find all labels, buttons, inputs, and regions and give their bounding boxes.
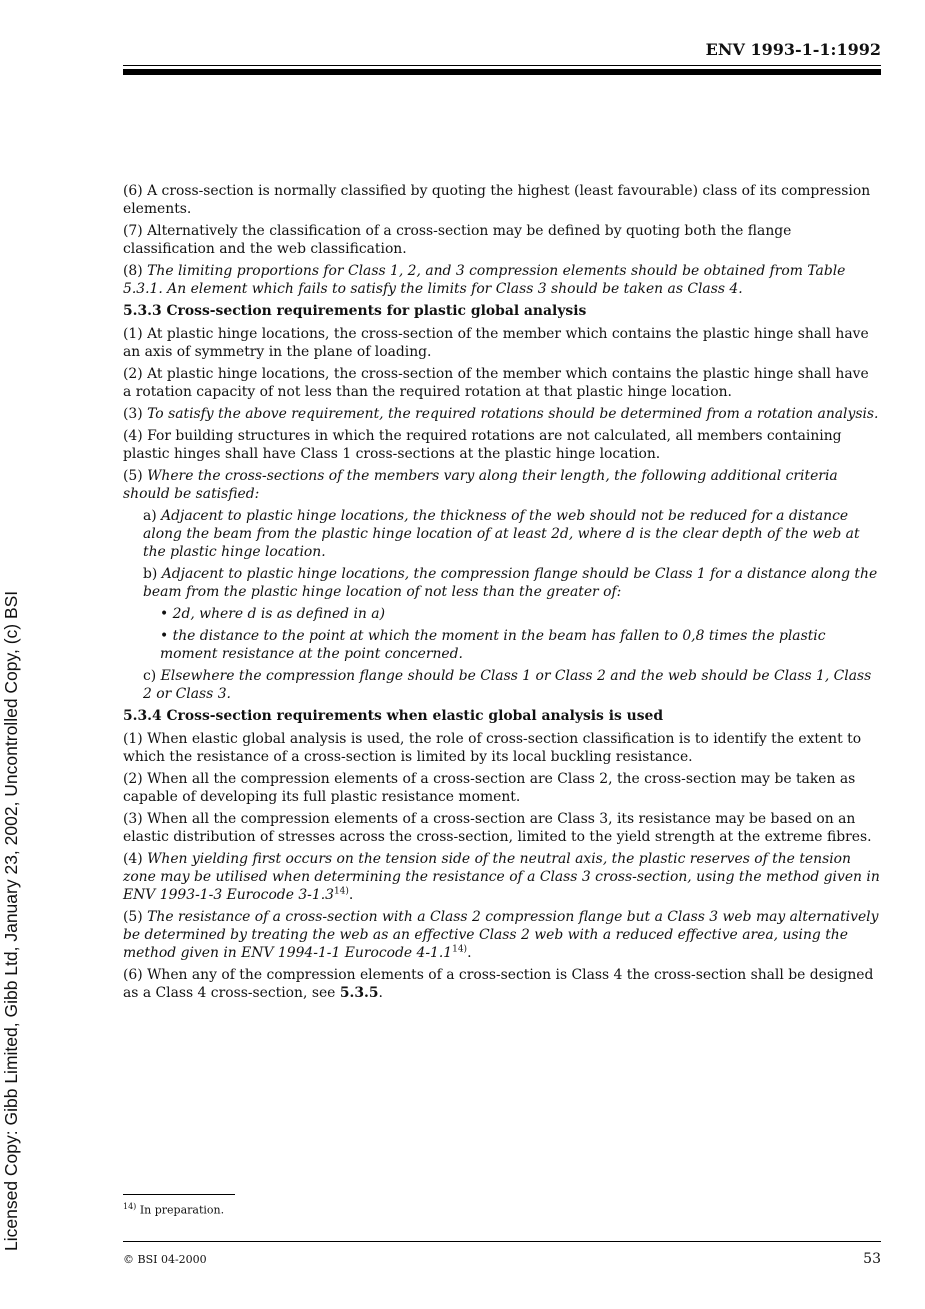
- footnote-rule: [123, 1194, 235, 1195]
- license-watermark: Licensed Copy: Gibb Limited, Gibb Ltd, January 23, 2002, Uncontrolled Copy, (c) BSI: [1, 590, 21, 1251]
- list-label: b): [143, 566, 158, 582]
- paragraph-533-3: [123, 405, 880, 423]
- paragraph-534-5: (5) The resistance of a cross-section with a Class 2 compression flange but a Class 3 web may alternatively be determined by treating the web as an effective Class 2 web with a reduced effective area, using the method given in ENV 1994-1-1 Eurocode 4-1.1$^{14)}$.: [123, 909, 879, 961]
- list-item-b: [143, 565, 880, 601]
- list-item-a: [143, 507, 880, 561]
- list-label: a): [143, 508, 157, 524]
- bullet-item: [160, 605, 880, 623]
- list-text: Elsewhere the compression flange should be Class 1 or Class 2 and the web should be Class 1, Class 2 or Class 3.: [143, 668, 872, 702]
- list-label: c): [143, 668, 157, 684]
- list-text: Adjacent to plastic hinge locations, the thickness of the web should not be reduced for a distance along the beam from the plastic hinge location of at least 2d, where d is the clear depth of the web at the plastic hinge location.: [143, 508, 860, 560]
- footer-rule: [123, 1241, 881, 1242]
- paragraph-text: The resistance of a cross-section with a Class 2 compression flange but a Class 3 web may alternatively be determined by treating the web as an effective Class 2 web with a reduced effective area, using the method given in ENV 1994-1-1 Eurocode 4-1.1: [123, 909, 879, 961]
- paragraph-number: (4): [123, 851, 143, 867]
- footnote-ref: 14): [333, 886, 349, 897]
- paragraph-534-6: (6) When any of the compression elements of a cross-section is Class 4 the cross-section shall be designed as a Class 4 cross-section, see 5.3.5.: [123, 967, 874, 1001]
- document-code: ENV 1993-1-1:1992: [705, 40, 881, 59]
- paragraph-number: (3): [123, 406, 143, 422]
- paragraph-534-2: (2) When all the compression elements of a cross-section are Class 2, the cross-section may be taken as capable of developing its full plastic resistance moment.: [123, 771, 856, 805]
- footnote-text: In preparation.: [139, 1203, 225, 1217]
- header-rule-thick: [123, 69, 881, 75]
- page-number: 53: [863, 1251, 881, 1267]
- footnote: [123, 1202, 224, 1217]
- paragraph-number: (8): [123, 263, 143, 279]
- paragraph-532-8: [123, 262, 880, 298]
- paragraph-533-4: (4) For building structures in which the required rotations are not calculated, all members containing plastic hinges shall have Class 1 cross-sections at the plastic hinge location.: [123, 428, 842, 462]
- paragraph-number: (5): [123, 909, 143, 925]
- footnote-mark: 14): [123, 1202, 137, 1211]
- list-item-c: [143, 667, 880, 703]
- cross-reference: 5.3.5: [339, 985, 379, 1001]
- bullet-icon: •: [160, 628, 169, 644]
- paragraph-534-3: (3) When all the compression elements of a cross-section are Class 3, its resistance may be based on an elastic distribution of stresses across the cross-section, limited to the yield strength at the extreme fibres.: [123, 811, 872, 845]
- paragraph-532-6: (6) A cross-section is normally classified by quoting the highest (least favourable) class of its compression elements.: [123, 183, 871, 217]
- list-text: Adjacent to plastic hinge locations, the compression flange should be Class 1 for a distance along the beam from the plastic hinge location of not less than the greater of:: [143, 566, 878, 600]
- paragraph-533-2: (2) At plastic hinge locations, the cross-section of the member which contains the plastic hinge shall have a rotation capacity of not less than the required rotation at that plastic hinge location.: [123, 366, 869, 400]
- section-533-heading: 5.3.3 Cross-section requirements for plastic global analysis: [123, 303, 587, 319]
- bullet-icon: •: [160, 606, 169, 622]
- page-body: [123, 182, 880, 1006]
- paragraph-text: The limiting proportions for Class 1, 2, and 3 compression elements should be obtained from Table 5.3.1. An element which fails to satisfy the limits for Class 3 should be taken as Class 4.: [123, 263, 846, 297]
- section-534-heading: 5.3.4 Cross-section requirements when elastic global analysis is used: [123, 708, 664, 724]
- paragraph-534-1: (1) When elastic global analysis is used, the role of cross-section classification is to identify the extent to which the resistance of a cross-section is limited by its local buckling resistance.: [123, 731, 862, 765]
- paragraph-533-5: [123, 467, 880, 503]
- bullet-item: [160, 627, 880, 663]
- paragraph-number: (5): [123, 468, 143, 484]
- paragraph-text: To satisfy the above requirement, the required rotations should be determined from a rotation analysis.: [147, 406, 879, 422]
- paragraph-533-1: (1) At plastic hinge locations, the cross-section of the member which contains the plastic hinge shall have an axis of symmetry in the plane of loading.: [123, 326, 869, 360]
- paragraph-text: (6) When any of the compression elements of a cross-section is Class 4 the cross-section shall be designed as a Class 4 cross-section, see: [123, 967, 874, 1001]
- footnote-ref: 14): [452, 944, 468, 955]
- bullet-text: 2d, where d is as defined in a): [172, 606, 385, 622]
- paragraph-text: When yielding first occurs on the tension side of the neutral axis, the plastic reserves of the tension zone may be utilised when determining the resistance of a Class 3 cross-section, using the method given in ENV 1993-1-3 Eurocode 3-1.3: [123, 851, 880, 903]
- paragraph-text: Where the cross-sections of the members vary along their length, the following additional criteria should be satisfied:: [123, 468, 838, 502]
- paragraph-532-7: (7) Alternatively the classification of a cross-section may be defined by quoting both the flange classification and the web classification.: [123, 223, 792, 257]
- bullet-text: the distance to the point at which the moment in the beam has fallen to 0,8 times the plastic moment resistance at the point concerned.: [160, 628, 826, 662]
- footer-copyright: © BSI 04-2000: [123, 1253, 207, 1266]
- paragraph-534-4: (4) When yielding first occurs on the tension side of the neutral axis, the plastic reserves of the tension zone may be utilised when determining the resistance of a Class 3 cross-section, using the method given in ENV 1993-1-3 Eurocode 3-1.3$^{14)}$.: [123, 851, 880, 903]
- header-rule-thin: [123, 65, 881, 66]
